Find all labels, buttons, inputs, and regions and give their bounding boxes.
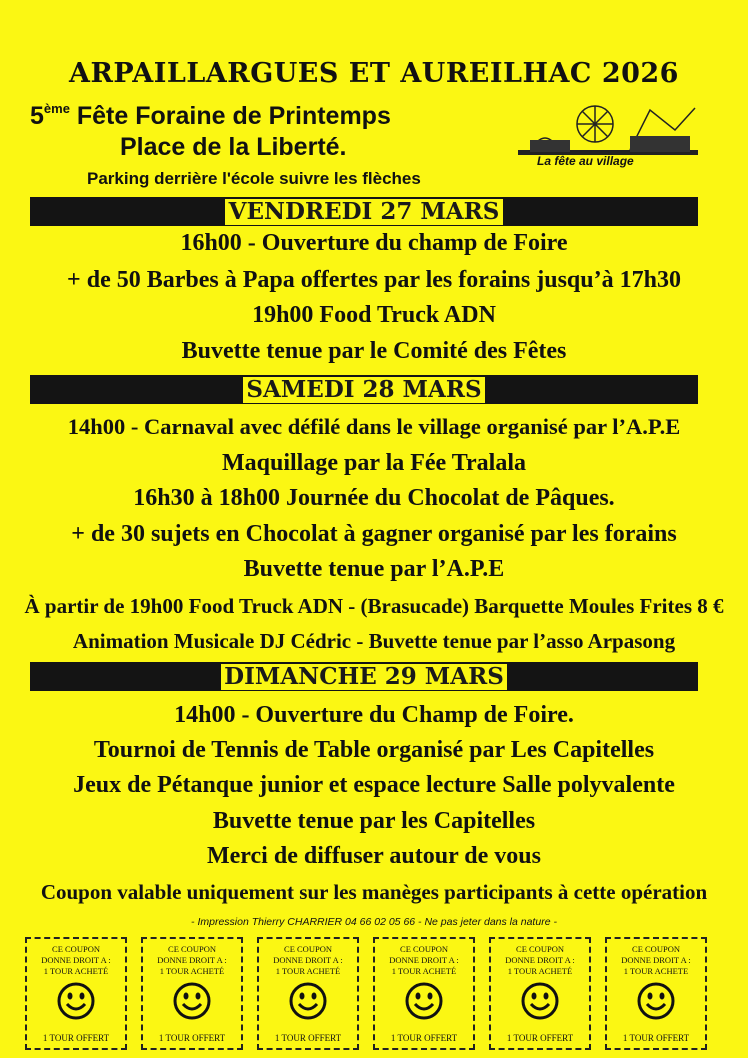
friday-line: Buvette tenue par le Comité des Fêtes [181, 338, 567, 364]
coupon-line3: 1 TOUR ACHETÉ [275, 966, 341, 976]
coupon-bottom: 1 TOUR OFFERT [390, 1033, 458, 1043]
sunday-line: Tournoi de Tennis de Table organisé par Les Capitelles [93, 737, 655, 763]
saturday-line: Maquillage par la Fée Tralala [222, 450, 526, 476]
friday-heading-band [30, 197, 698, 226]
saturday-line: Animation Musicale DJ Cédric - Buvette tenue par l’asso Arpasong [72, 629, 676, 653]
smiley-icon [636, 981, 676, 1021]
saturday-line: À partir de 19h00 Food Truck ADN - (Brasucade) Barquette Moules Frites 8 € [24, 594, 724, 618]
saturday-heading-band [30, 375, 698, 404]
coupon-line2: DONNE DROIT A : [505, 955, 575, 965]
coupon-line1: CE COUPON [632, 944, 680, 954]
coupon[interactable] [605, 937, 707, 1050]
coupon-line2: DONNE DROIT A : [273, 955, 343, 965]
friday-line: 16h00 - Ouverture du champ de Foire [180, 230, 568, 256]
coupon-line2: DONNE DROIT A : [389, 955, 459, 965]
saturday-line: + de 30 sujets en Chocolat à gagner organisé par les forains [71, 521, 677, 547]
sunday-line: Merci de diffuser autour de vous [207, 843, 541, 869]
smiley-icon [404, 981, 444, 1021]
coupon-bottom: 1 TOUR OFFERT [274, 1033, 342, 1043]
edition-number: 5 [30, 102, 44, 130]
coupon[interactable] [373, 937, 475, 1050]
coupon-line3: 1 TOUR ACHETÉ [159, 966, 225, 976]
coupon-bottom: 1 TOUR OFFERT [622, 1033, 690, 1043]
coupon[interactable] [489, 937, 591, 1050]
coupon[interactable] [141, 937, 243, 1050]
coupon-line2: DONNE DROIT A : [157, 955, 227, 965]
friday-line: 19h00 Food Truck ADN [252, 302, 496, 328]
coupon-text [27, 944, 125, 977]
printer-line: - Impression Thierry CHARRIER 04 66 02 05 66 - Ne pas jeter dans la nature - [191, 916, 557, 928]
page-title: ARPAILLARGUES ET AUREILHAC 2026 [69, 58, 679, 89]
smiley-icon [520, 981, 560, 1021]
coupon-strip [25, 937, 725, 1050]
sunday-heading: DIMANCHE 29 MARS [221, 664, 507, 690]
coupon-line3: 1 TOUR ACHETÉ [391, 966, 457, 976]
coupon-line1: CE COUPON [52, 944, 100, 954]
coupon-line1: CE COUPON [400, 944, 448, 954]
logo-caption: La fête au village [537, 154, 634, 168]
sunday-line: 14h00 - Ouverture du Champ de Foire. [174, 702, 574, 728]
saturday-line: 16h30 à 18h00 Journée du Chocolat de Pâques. [133, 485, 615, 511]
coupon-line3: 1 TOUR ACHETÉ [507, 966, 573, 976]
coupon-line1: CE COUPON [284, 944, 332, 954]
smiley-icon [172, 981, 212, 1021]
place-line: Place de la Liberté. [120, 133, 347, 161]
coupon-line2: DONNE DROIT A : [41, 955, 111, 965]
coupon[interactable] [257, 937, 359, 1050]
coupon[interactable] [25, 937, 127, 1050]
saturday-heading: SAMEDI 28 MARS [243, 377, 484, 403]
coupon-text [259, 944, 357, 977]
coupon-bottom: 1 TOUR OFFERT [506, 1033, 574, 1043]
saturday-line: 14h00 - Carnaval avec défilé dans le village organisé par l’A.P.E [67, 414, 681, 439]
coupon-note: Coupon valable uniquement sur les manèges participants à cette opération [40, 880, 708, 904]
sunday-heading-band [30, 662, 698, 691]
smiley-icon [288, 981, 328, 1021]
smiley-icon [56, 981, 96, 1021]
edition-title [30, 101, 391, 131]
saturday-line: Buvette tenue par l’A.P.E [243, 556, 505, 582]
coupon-line2: DONNE DROIT A : [621, 955, 691, 965]
friday-heading: VENDREDI 27 MARS [225, 199, 504, 225]
coupon-line3: 1 TOUR ACHETÉ [43, 966, 109, 976]
coupon-text [143, 944, 241, 977]
coupon-text [375, 944, 473, 977]
sunday-line: Jeux de Pétanque junior et espace lecture Salle polyvalente [73, 772, 675, 798]
edition-suffix: ème [43, 101, 70, 116]
coupon-line3: 1 TOUR ACHETE [623, 966, 689, 976]
sunday-line: Buvette tenue par les Capitelles [212, 808, 536, 834]
friday-line: + de 50 Barbes à Papa offertes par les forains jusqu’à 17h30 [67, 267, 681, 293]
coupon-line1: CE COUPON [516, 944, 564, 954]
parking-line: Parking derrière l'école suivre les flèches [87, 169, 421, 188]
coupon-bottom: 1 TOUR OFFERT [42, 1033, 110, 1043]
coupon-text [491, 944, 589, 977]
coupon-bottom: 1 TOUR OFFERT [158, 1033, 226, 1043]
coupon-text [607, 944, 705, 977]
coupon-line1: CE COUPON [168, 944, 216, 954]
edition-rest: Fête Foraine de Printemps [69, 102, 391, 130]
